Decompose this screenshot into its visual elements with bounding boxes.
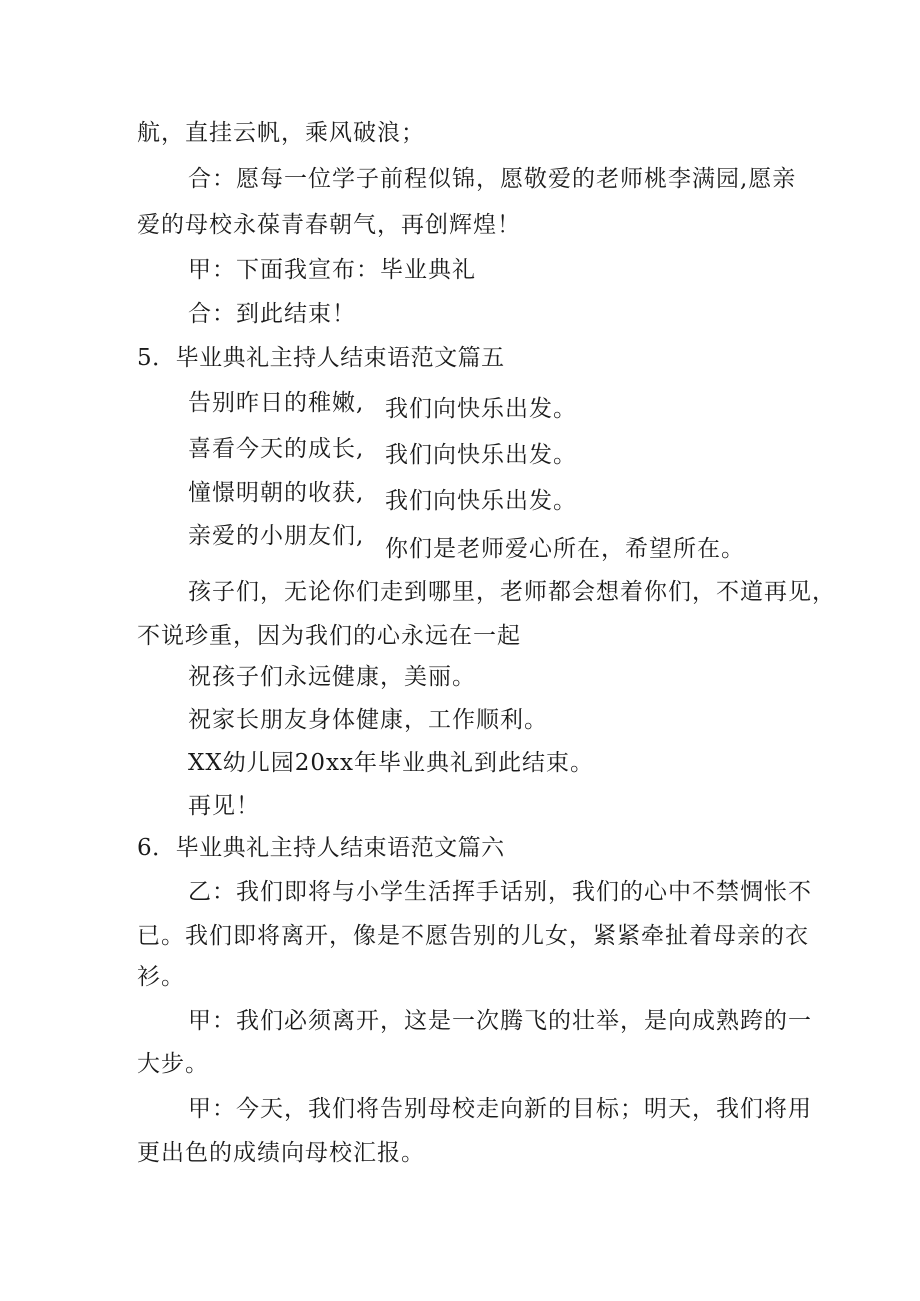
poem-left: 告别昨日的稚嫩, <box>188 390 365 416</box>
paragraph-line: 爱的母校永葆青春朝气，再创辉煌！ <box>137 212 521 238</box>
paragraph-line: 合：到此结束！ <box>188 301 356 327</box>
poem-right: 我们向快乐出发。 <box>385 442 577 468</box>
paragraph-line: 甲：我们必须离开，这是一次腾飞的壮举，是向成熟跨的一 <box>188 1008 812 1034</box>
paragraph-line: 衫。 <box>137 964 185 990</box>
paragraph-line: 祝孩子们永远健康，美丽。 <box>188 664 476 690</box>
poem-left: 喜看今天的成长, <box>188 436 365 462</box>
paragraph-line: XX幼儿园20xx年毕业典礼到此结束。 <box>188 750 594 776</box>
paragraph-line: 大步。 <box>137 1051 209 1077</box>
poem-left: 亲爱的小朋友们, <box>188 523 365 549</box>
paragraph-line: 甲：今天，我们将告别母校走向新的目标；明天，我们将用 <box>188 1096 812 1122</box>
paragraph-line: 乙：我们即将与小学生活挥手话别，我们的心中不禁惆怅不 <box>188 879 812 905</box>
paragraph-line: 祝家长朋友身体健康，工作顺利。 <box>188 707 548 733</box>
paragraph-line: 已。我们即将离开，像是不愿告别的儿女，紧紧牵扯着母亲的衣 <box>137 923 809 949</box>
section-heading: 6．毕业典礼主持人结束语范文篇六 <box>137 835 505 861</box>
poem-right: 我们向快乐出发。 <box>385 488 577 514</box>
paragraph-line: 航，直挂云帆，乘风破浪； <box>137 120 425 146</box>
poem-left: 憧憬明朝的收获, <box>188 480 365 506</box>
paragraph-line: 孩子们，无论你们走到哪里，老师都会想着你们，不道再见， <box>188 579 836 605</box>
paragraph-line: 合：愿每一位学子前程似锦，愿敬爱的老师桃李满园,愿亲 <box>188 166 797 192</box>
paragraph-line: 不说珍重，因为我们的心永远在一起 <box>137 623 521 649</box>
section-heading: 5．毕业典礼主持人结束语范文篇五 <box>137 345 505 371</box>
poem-right: 我们向快乐出发。 <box>385 396 577 422</box>
poem-right: 你们是老师爱心所在，希望所在。 <box>385 536 745 562</box>
paragraph-line: 再见！ <box>188 793 260 819</box>
paragraph-line: 甲：下面我宣布：毕业典礼 <box>188 257 476 283</box>
paragraph-line: 更出色的成绩向母校汇报。 <box>137 1140 425 1166</box>
